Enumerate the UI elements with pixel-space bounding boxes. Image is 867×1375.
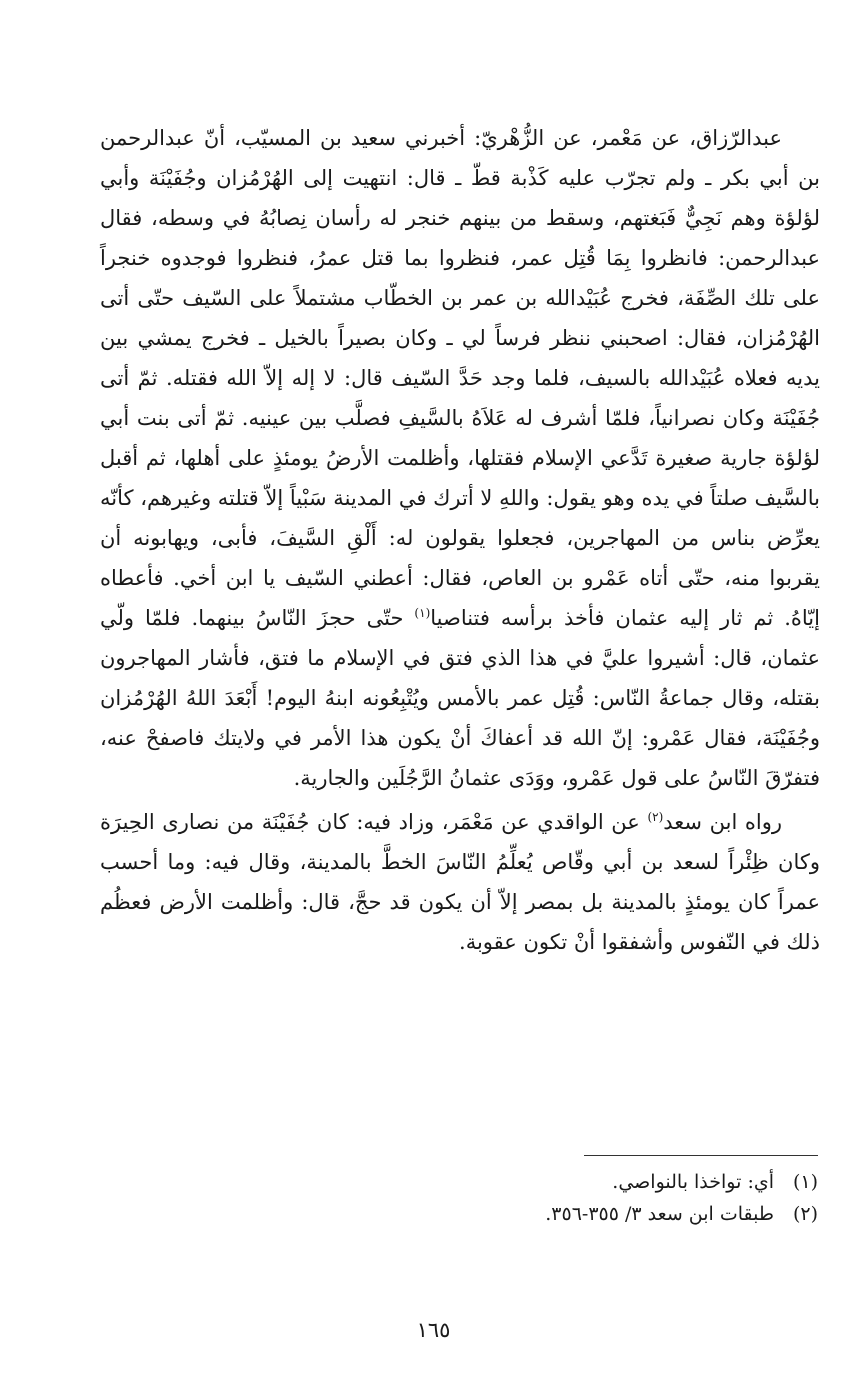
footnotes — [100, 1166, 818, 1230]
main-text — [100, 118, 820, 962]
footnote-1-number: (١) — [792, 1171, 818, 1193]
paragraph-2-part-1: رواه ابن سعد — [663, 810, 782, 834]
paragraph-1-part-2: حتّى حجزَ النّاسُ بينهما. فلمّا ولّي عثمان، قال: أشيروا عليَّ في هذا الذي فتق في الإسلام ما فتق، فأشار المهاجرون بقتله، وقال جماعةُ النّاس: قُتِل عمر بالأمس ويُتْبِعُونه ابنهُ اليوم! أَبْعَدَ اللهُ الهُرْمُزان وجُفَيْنَة، فقال عَمْرو: إنّ الله قد أعفاكَ أنْ يكون هذا الأمر في ولايتك فاصفحْ عنه، فتفرّقَ النّاسُ على قول عَمْرو، ووَدَى عثمانُ الرَّجُلَين والجارية. — [100, 606, 820, 790]
footnote-2-number: (٢) — [792, 1203, 818, 1225]
paragraph-2 — [100, 802, 820, 962]
footnote-ref-2: (٢) — [647, 810, 664, 824]
paragraph-1 — [100, 118, 820, 798]
paragraph-2-part-2: عن الواقدي عن مَعْمَر، وزاد فيه: كان جُفَيْنَة من نصارى الحِيرَة وكان ظِئْراً لسعد بن أبي وقّاص يُعلِّمُ النّاسَ الخطَّ بالمدينة، وقال فيه: وما أحسب عمراً كان يومئذٍ بالمدينة بل بمصر إلاّ أن يكون قد حجَّ، قال: وأظلمت الأرض فعظُم ذلك في النّفوس وأشفقوا أنْ تكون عقوبة. — [100, 810, 820, 954]
footnote-1 — [100, 1166, 818, 1198]
footnote-2 — [100, 1198, 818, 1230]
footnote-1-text: أي: تواخذا بالنواصي. — [612, 1171, 774, 1193]
paragraph-1-part-1: عبدالرّزاق، عن مَعْمر، عن الزُّهْريّ: أخبرني سعيد بن المسيّب، أنّ عبدالرحمن بن أبي بكر ـ ولم تجرّب عليه كَذْبة قطّ ـ قال: انتهيت إلى الهُرْمُزان وجُفَيْنَة وأبي لؤلؤة وهم نَجِيٌّ فَبَغتهم، وسقط من بينهم خنجر له رأسان نِصابُهُ في وسطه، فقال عبدالرحمن: فانظروا بِمَا قُتِل عمر، فنظروا بما قتل عمرُ، فنظروا فوجدوه خنجراً على تلك الصِّفَة، فخرج عُبَيْدالله بن عمر بن الخطّاب مشتملاً على السّيف حتّى أتى الهُرْمُزان، فقال: اصحبني ننظر فرساً لي ـ وكان بصيراً بالخيل ـ فخرج يمشي بين يديه فعلاه عُبَيْدالله بالسيف، فلما وجد حَدَّ السّيف قال: لا إله إلاّ الله فقتله. ثمّ أتى جُفَيْنَة وكان نصرانياً، فلمّا أشرف له عَلاَهُ بالسَّيفِ فصلَّب بين عينيه. ثمّ أتى بنت أبي لؤلؤة جارية صغيرة تَدَّعي الإسلام فقتلها، وأظلمت الأرضُ يومئذٍ على أهلها، ثم أقبل بالسَّيف صلتاً في يده وهو يقول: واللهِ لا أترك في المدينة سَبْياً إلاّ قتلته وغيرهم، كأنّه يعرِّض بناس من المهاجرين، فجعلوا يقولون له: أَلْقِ السَّيفَ، فأبى، ويهابونه أن يقربوا منه، حتّى أتاه عَمْرو بن العاص، فقال: أعطني السّيف يا ابن أخي. فأعطاه إيّاهُ. ثم ثار إليه عثمان فأخذ برأسه فتناصيا — [100, 126, 820, 630]
page-number: ١٦٥ — [416, 1318, 451, 1342]
footnote-divider — [584, 1155, 818, 1156]
footnote-ref-1: (١) — [414, 606, 431, 620]
footnote-2-text: طبقات ابن سعد ٣/ ٣٥٥-٣٥٦. — [545, 1203, 774, 1225]
